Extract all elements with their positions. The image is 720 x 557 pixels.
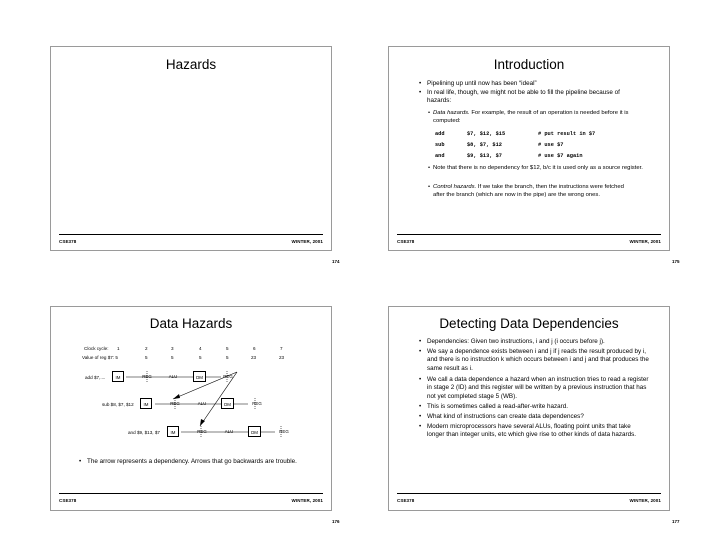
footer-course: CSE378 [59, 239, 77, 244]
footer-rule [397, 234, 661, 235]
footer-term: WINTER, 2001 [629, 239, 661, 244]
slide-title: Hazards [165, 57, 217, 72]
instruction-label: and $9, $13, $7 [128, 430, 160, 435]
pipeline-diagram [51, 307, 333, 512]
stage-dm: DM [193, 371, 206, 382]
bullet-item: • We say a dependence exists between i and j if j reads the result produced by i, and there is no instruction k which occurs between i and j and that produces the same result as i. [419, 348, 649, 372]
footer-course: CSE378 [397, 498, 415, 503]
slide-data-hazards [50, 306, 332, 511]
stage-im: IM [112, 371, 124, 382]
reg-value: 5 [199, 355, 202, 360]
clock-cycle-label: Clock cycle: [84, 346, 109, 351]
stage-reg: REG [142, 374, 152, 379]
bullet-item: • We call a data dependence a hazard when an instruction tries to read a register in stage 2 (ID) and this register will be written by a previous instruction that has not yet completed stage 5 (WB). [419, 376, 649, 400]
sub-bullet-control-hazards: • Control hazards. If we take the branch, then the instructions were fetched after the branch (which are now in the pipe) are the wrong ones. [428, 184, 624, 199]
cycle-number: 4 [199, 346, 202, 351]
reg-value: 23 [279, 355, 285, 360]
sub-bullet-data-hazards: • Data hazards. For example, the result of an operation is needed before it is computed: [428, 110, 629, 125]
cycle-number: 5 [226, 346, 229, 351]
page-number: 175 [672, 259, 680, 264]
instruction-label: sub $8, $7, $12 [102, 402, 134, 407]
cycle-number: 3 [171, 346, 174, 351]
slide-hazards [50, 46, 332, 251]
code-comment: # use $7 [538, 142, 564, 148]
stage-dm: DM [221, 398, 234, 409]
code-comment: # put result in $7 [538, 131, 596, 137]
stage-dm: DM [248, 426, 261, 437]
reg-value-label: Value of reg $7: 5 [82, 355, 118, 360]
slide-title: Detecting Data Dependencies [439, 316, 619, 331]
stage-reg: REG [252, 401, 262, 406]
reg-value: 5 [145, 355, 148, 360]
bullet-item: • What kind of instructions can create data dependences? [419, 413, 584, 420]
stage-alu: ALU [197, 401, 207, 406]
sub-bullet-note: • Note that there is no dependency for $12, b/c it is used only as a source register. [428, 165, 643, 171]
cycle-number: 7 [280, 346, 283, 351]
footer-term: WINTER, 2001 [291, 498, 323, 503]
code-op: sub [435, 142, 445, 148]
stage-reg: REG [279, 429, 289, 434]
page-number: 177 [672, 519, 680, 524]
slide-detecting-data-dependencies [388, 306, 670, 511]
instruction-label: add $7,.... [85, 375, 106, 380]
stage-reg: REG [170, 401, 180, 406]
footer-term: WINTER, 2001 [291, 239, 323, 244]
cycle-number: 6 [253, 346, 256, 351]
stage-reg: REG [197, 429, 207, 434]
code-args: $7, $12, $15 [467, 131, 506, 137]
stage-alu: ALU [224, 429, 234, 434]
slide-title: Data Hazards [149, 316, 233, 331]
reg-value: 5 [171, 355, 174, 360]
footer-course: CSE378 [397, 239, 415, 244]
footer-term: WINTER, 2001 [629, 498, 661, 503]
footer-rule [59, 234, 323, 235]
footer-rule [59, 493, 323, 494]
bullet-item: • Modern microprocessors have several ALUs, floating point units that take longer than integer units, etc which give rise to other kinds of data hazards. [419, 423, 636, 439]
stage-reg: REG [223, 374, 233, 379]
reg-value: 5 [226, 355, 229, 360]
bullet-item: • Pipelining up until now has been “ideal” [419, 80, 537, 87]
stage-im: IM [140, 398, 152, 409]
slide-title: Introduction [493, 57, 565, 72]
footer-rule [397, 493, 661, 494]
reg-value: 23 [251, 355, 257, 360]
page-number: 174 [332, 259, 340, 264]
code-op: and [435, 153, 445, 159]
slide-introduction [388, 46, 670, 251]
page-number: 176 [332, 519, 340, 524]
code-comment: # use $7 again [538, 153, 583, 159]
cycle-number: 1 [117, 346, 120, 351]
bullet-item: • This is sometimes called a read-after-write hazard. [419, 403, 569, 410]
footer-course: CSE378 [59, 498, 77, 503]
code-args: $9, $13, $7 [467, 153, 502, 159]
stage-im: IM [167, 426, 179, 437]
bullet-item: • The arrow represents a dependency. Arrows that go backwards are trouble. [79, 458, 297, 465]
bullet-item: • Dependencies: Given two instructions, i and j (i occurs before j). [419, 338, 605, 345]
cycle-number: 2 [145, 346, 148, 351]
bullet-item: • In real life, though, we might not be able to fill the pipeline because of hazards: [419, 89, 620, 105]
stage-alu: ALU [168, 374, 178, 379]
code-op: add [435, 131, 445, 137]
code-args: $8, $7, $12 [467, 142, 502, 148]
